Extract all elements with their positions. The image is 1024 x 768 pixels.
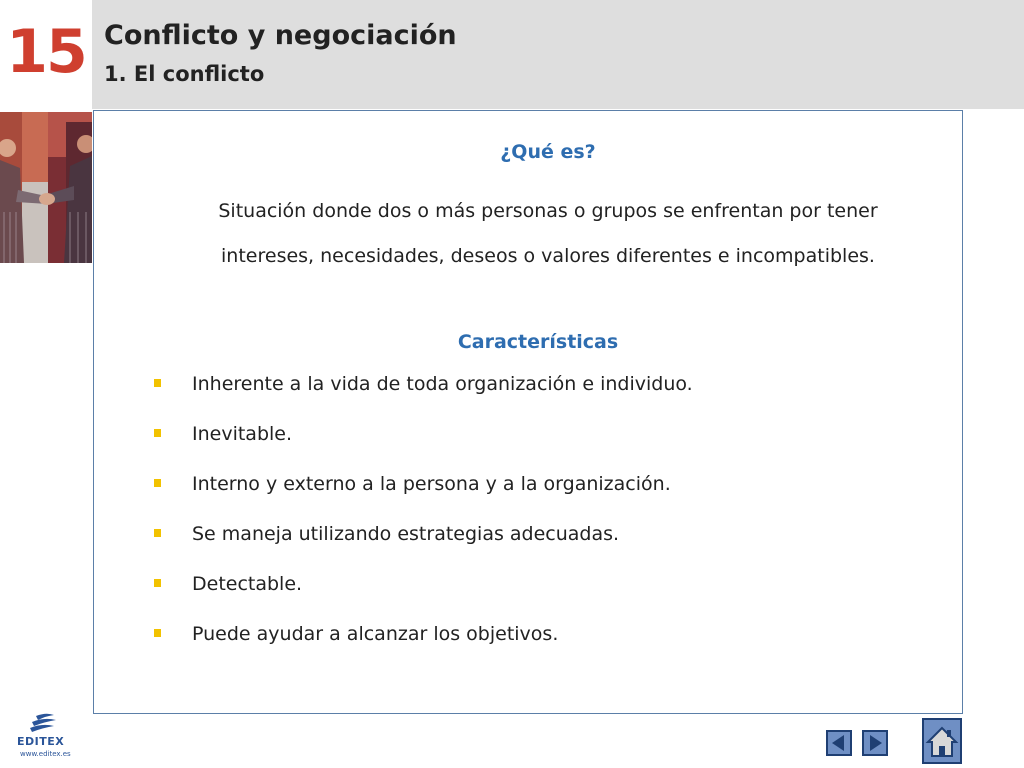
- square-bullet-icon: [154, 579, 161, 587]
- handshake-illustration: [0, 112, 92, 263]
- logo-url: www.editex.es: [20, 750, 71, 758]
- list-item: [152, 519, 693, 569]
- definition-text: [114, 189, 982, 279]
- list-item: [152, 569, 693, 619]
- square-bullet-icon: [154, 379, 161, 387]
- definition-line: Situación donde dos o más personas o grupos se enfrentan por tener: [218, 200, 878, 222]
- header-band: [92, 0, 1024, 109]
- list-item-text: Inherente a la vida de toda organización e individuo.: [192, 373, 693, 395]
- square-bullet-icon: [154, 529, 161, 537]
- chapter-number: 15: [6, 16, 86, 87]
- next-button[interactable]: [862, 730, 888, 756]
- logo-text: EDITEX: [17, 735, 65, 748]
- editex-logo-icon: [14, 712, 78, 736]
- question-heading: ¿Qué es?: [500, 141, 596, 163]
- page-title: Conflicto y negociación: [104, 20, 457, 51]
- square-bullet-icon: [154, 429, 161, 437]
- characteristics-heading: Características: [457, 331, 619, 353]
- definition-line: intereses, necesidades, deseos o valores diferentes e incompatibles.: [221, 245, 875, 267]
- home-icon: [924, 720, 960, 762]
- list-item-text: Se maneja utilizando estrategias adecuadas.: [192, 523, 620, 545]
- handshake-photo: [0, 112, 92, 263]
- arrow-left-icon: [828, 732, 850, 754]
- list-item-text: Inevitable.: [192, 423, 293, 445]
- square-bullet-icon: [154, 629, 161, 637]
- arrow-right-icon: [864, 732, 886, 754]
- list-item-text: Puede ayudar a alcanzar los objetivos.: [192, 623, 559, 645]
- list-item-text: Interno y externo a la persona y a la organización.: [192, 473, 671, 495]
- characteristics-list: [152, 369, 693, 669]
- list-item: [152, 619, 693, 669]
- home-button[interactable]: [922, 718, 962, 764]
- list-item: [152, 469, 693, 519]
- list-item: [152, 419, 693, 469]
- previous-button[interactable]: [826, 730, 852, 756]
- list-item-text: Detectable.: [192, 573, 303, 595]
- square-bullet-icon: [154, 479, 161, 487]
- page-subtitle: 1. El conflicto: [104, 62, 265, 86]
- content-box: [93, 110, 963, 714]
- list-item: [152, 369, 693, 419]
